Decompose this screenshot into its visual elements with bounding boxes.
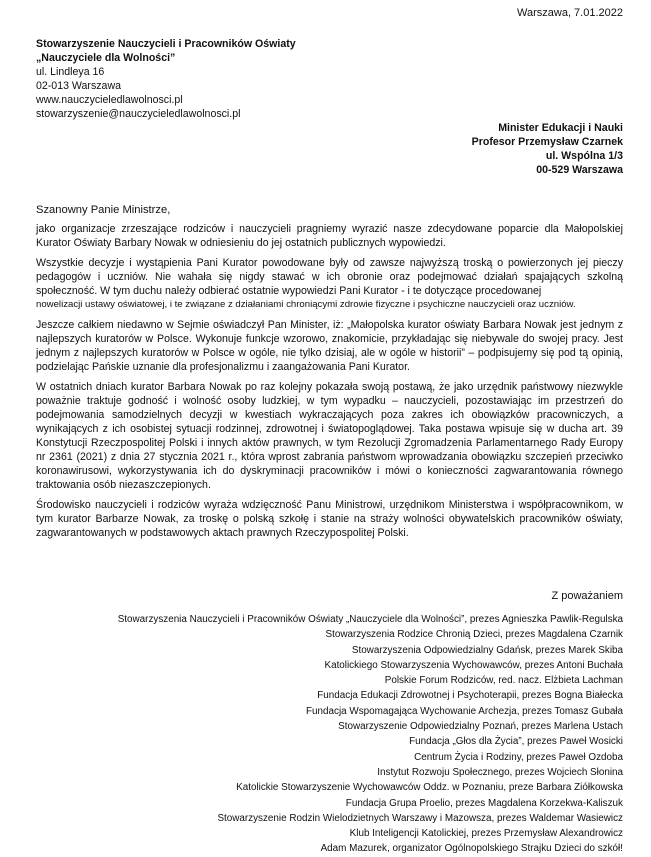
signatory: Stowarzyszenia Odpowiedzialny Gdańsk, prezes Marek Skiba	[351, 644, 623, 656]
sender-website: www.nauczycieledlawolnosci.pl	[36, 94, 183, 106]
recipient-city: 00-529 Warszawa	[536, 164, 623, 176]
recipient-title: Minister Edukacji i Nauki	[498, 122, 623, 134]
signatory: Fundacja „Głos dla Życia”, prezes Paweł Wosicki	[409, 736, 623, 748]
signatory: Stowarzyszenia Nauczycieli i Pracowników Oświaty „Nauczyciele dla Wolności”, prezes Agnieszka Pawlik-Regulska	[117, 614, 623, 625]
signatory: Stowarzyszenie Odpowiedzialny Poznań, prezes Marlena Ustach	[338, 721, 623, 733]
signatories-list	[118, 612, 623, 857]
letter-body	[36, 222, 623, 546]
sender-block	[36, 37, 296, 121]
paragraph-gratitude: Środowisko nauczycieli i rodziców wyraża wdzięczność Panu Ministrowi, urzędnikom Ministerstwa i współpracownikom, w tym kurator Barbarze Nowak, za troskę o polską szkołę i stanie na straży wolności obywatelskich pracowników oświaty, zagwarantowanych w podstawowych aktach prawnych Rzeczypospolitej Polski.	[36, 499, 623, 539]
recipient-block	[472, 121, 623, 177]
closing: Z poważaniem	[551, 590, 623, 602]
signatory: Katolickiego Stowarzyszenia Wychowawców, prezes Antoni Buchała	[324, 659, 623, 671]
sender-org-name: „Nauczyciele dla Wolności”	[36, 52, 176, 64]
recipient-name: Profesor Przemysław Czarnek	[471, 136, 623, 148]
paragraph-minister-quote: Jeszcze całkiem niedawno w Sejmie oświadczył Pan Minister, iż: „Małopolska kurator oświaty Barbara Nowak jest jednym z najlepszych kuratorów w Polsce. Wykonuje funkcje wzorowo, znakomicie, przykładając się niebywale do swojej pracy. Jest jednym z najlepszych kuratorów w Polsce w ogóle, nie tylko dzisiaj, ale w ogóle w historii” – podpisujemy się pod tą opinią, podzielając Pańskie uznanie dla profesjonalizmu i zaangażowania Pani Kurator.	[36, 319, 623, 373]
signatory: Fundacja Edukacji Zdrowotnej i Psychoterapii, prezes Bogna Białecka	[317, 690, 623, 702]
signatory: Centrum Życia i Rodziny, prezes Paweł Ozdoba	[414, 751, 623, 763]
paragraph-decisions: Wszystkie decyzje i wystąpienia Pani Kurator powodowane były od zawsze najwyższą troską o powierzonych jej pieczy pedagogów i uczniów. Nie wahała się nigdy stawać w ich obronie oraz podejmować działań spajających szkolną społeczność. W tym duchu należy odbierać ostatnie wypowiedzi Pani Kurator - i te dotyczące procedowanej	[36, 257, 623, 297]
signatory: Fundacja Wspomagająca Wychowanie Archezja, prezes Tomasz Gubała	[306, 705, 623, 717]
signatory: Klub Inteligencji Katolickiej, prezes Przemysław Alexandrowicz	[349, 828, 623, 840]
signatory: Polskie Forum Rodziców, red. nacz. Elżbieta Lachman	[384, 675, 623, 687]
sender-street: ul. Lindleya 16	[36, 66, 105, 78]
signatory: Katolickie Stowarzyszenie Wychowawców Oddz. w Poznaniu, preze Barbara Ziółkowska	[236, 782, 623, 794]
signatory: Stowarzyszenie Rodzin Wielodzietnych Warszawy i Mazowsza, prezes Waldemar Wasiewicz	[217, 812, 623, 824]
paragraph-recent-days: W ostatnich dniach kurator Barbara Nowak po raz kolejny pokazała swoją postawą, że jako urzędnik państwowy niezwykle poważnie traktuje godność i wolność osoby ludzkiej, w tym wypadku – nauczycieli, pozostawiając im przestrzeń do podejmowania samodzielnych decyzji w kwestiach wykraczających poza zakres ich obowiązków pracowniczych, a wynikających z ich osobistej sytuacji rodzinnej, zdrowotnej i światopoglądowej. Taka postawa wpisuje się w ducha art. 39 Konstytucji Rzeczpospolitej Polski i innych aktów prawnych, w tym Rezolucji Zgromadzenia Parlamentarnego Rady Europy nr 2361 (2021) z dnia 27 stycznia 2021 r., która wprost zabrania państwom wprowadzania obowiązku szczepień przeciwko koronawirusowi, wykorzystywania ich do dyskryminacji pracowników i mówi o konieczności zagwarantowania równego traktowania osób niezaszczepionych.	[36, 381, 623, 491]
sender-city: 02-013 Warszawa	[36, 80, 121, 92]
sender-org: Stowarzyszenie Nauczycieli i Pracowników Oświaty	[36, 38, 296, 50]
salutation: Szanowny Panie Ministrze,	[36, 204, 171, 216]
signatory: Stowarzyszenia Rodzice Chronią Dzieci, prezes Magdalena Czarnik	[325, 629, 623, 641]
letter-date: Warszawa, 7.01.2022	[517, 7, 623, 19]
signatory: Instytut Rozwoju Społecznego, prezes Wojciech Słonina	[377, 766, 623, 778]
sender-email: stowarzyszenie@nauczycieledlawolnosci.pl	[36, 108, 241, 120]
signatory: Fundacja Grupa Proelio, prezes Magdalena Korzekwa-Kaliszuk	[345, 797, 623, 809]
paragraph-decisions-continued: nowelizacji ustawy oświatowej, i te związane z działaniami chroniącymi zdrowie fizyczne i psychiczne nauczycieli oraz uczniów.	[36, 299, 576, 310]
signatory: Adam Mazurek, organizator Ogólnopolskiego Strajku Dzieci do szkół!	[320, 843, 623, 855]
paragraph-intro: jako organizacje zrzeszające rodziców i nauczycieli pragniemy wyrazić nasze zdecydowane poparcie dla Małopolskiej Kurator Oświaty Barbary Nowak w odniesieniu do jej ostatnich publicznych wypowiedzi.	[36, 223, 623, 249]
recipient-street: ul. Wspólna 1/3	[545, 150, 623, 162]
